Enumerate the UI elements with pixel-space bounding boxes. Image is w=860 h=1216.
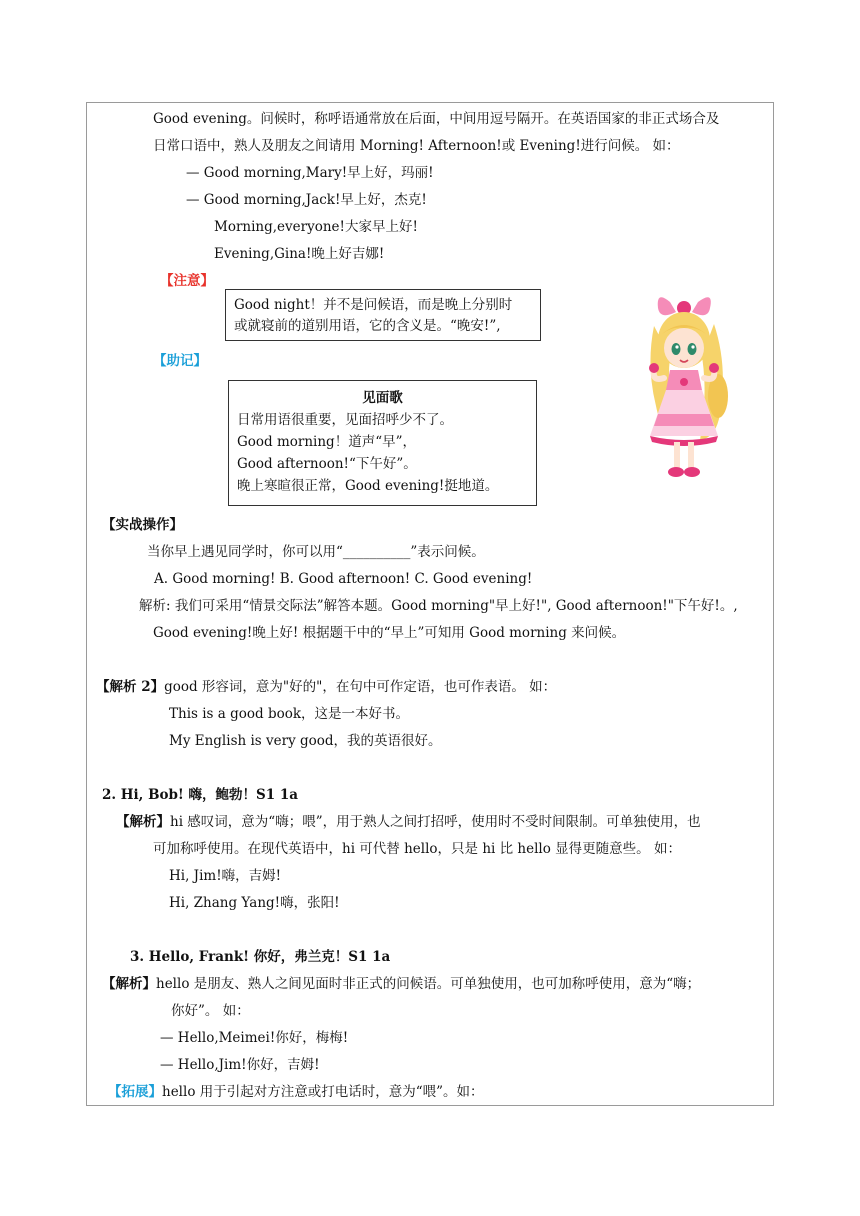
cartoon-girl-illustration [636,286,732,482]
item2-line-2: 可加称呼使用。在现代英语中，hi 可代替 hello，只是 hi 比 hello 显得更随意些。 如： [153,841,681,857]
analysis2-line [96,678,556,696]
intro-example-3: Morning,everyone!大家早上好! [214,219,418,235]
item3-heading: 3. Hello, Frank! 你好，弗兰克！S1 1a [130,949,391,965]
item2-line-1: hi 感叹词，意为“嗨；喂”，用于熟人之间打招呼，使用时不受时间限制。可单独使用，也 [170,814,701,830]
item2-tag: 【解析】 [116,814,170,830]
intro-line-1: Good evening。问候时，称呼语通常放在后面，中间用逗号隔开。在英语国家的非正式场合及 [153,111,720,127]
item3-tag: 【解析】 [102,976,156,992]
item3-line-1-row [102,975,700,993]
note-line-1: Good night！并不是问候语，而是晚上分别时 [234,297,513,313]
item3-example-1: — Hello,Meimei!你好，梅梅! [160,1030,349,1046]
analysis2-example-2: My English is very good，我的英语很好。 [169,733,442,749]
memo-line-2: Good morning！道声“早”， [237,434,417,450]
analysis2-text: good 形容词，意为"好的"，在句中可作定语，也可作表语。 如： [164,679,557,695]
practice-tag: 【实战操作】 [102,517,183,533]
item3-extension-tag: 【拓展】 [108,1084,162,1100]
intro-example-2: — Good morning,Jack!早上好，杰克! [186,192,427,208]
practice-question: 当你早上遇见同学时，你可以用“__________”表示问候。 [147,544,485,560]
memo-box [228,380,537,506]
memo-tag: 【助记】 [153,353,207,369]
item3-extension-row [108,1083,484,1101]
analysis2-tag: 【解析 2】 [96,679,165,695]
practice-analysis-1: 解析: 我们可采用“情景交际法”解答本题。Good morning"早上好!", Good afternoon!"下午好!。, [139,598,738,614]
item2-example-2: Hi, Zhang Yang!嗨，张阳! [169,895,340,911]
memo-title: 见面歌 [362,390,403,406]
practice-options: A. Good morning! B. Good afternoon! C. Good evening! [154,571,533,587]
analysis2-example-1: This is a good book，这是一本好书。 [169,706,410,722]
memo-line-4: 晚上寒暄很正常，Good evening!挺地道。 [237,478,499,494]
item2-example-1: Hi, Jim!嗨，吉姆! [169,868,282,884]
item3-extension-text: hello 用于引起对方注意或打电话时，意为“喂”。如： [162,1084,484,1100]
intro-example-4: Evening,Gina!晚上好吉娜! [214,246,385,262]
memo-line-3: Good afternoon!“下午好”。 [237,456,417,472]
item3-line-2: 你好”。 如： [171,1003,250,1019]
memo-line-1: 日常用语很重要，见面招呼少不了。 [237,412,453,428]
practice-analysis-2: Good evening!晚上好! 根据题干中的“早上”可知用 Good morning 来问候。 [153,625,626,641]
note-line-2: 或就寝前的道别用语，它的含义是。“晚安!”, [234,318,501,334]
item3-line-1: hello 是朋友、熟人之间见面时非正式的问候语。可单独使用，也可加称呼使用，意为“嗨； [156,976,701,992]
intro-line-2: 日常口语中，熟人及朋友之间请用 Morning! Afternoon!或 Evening!进行问候。 如： [153,138,680,154]
note-tag: 【注意】 [160,273,214,289]
item3-example-2: — Hello,Jim!你好，吉姆! [160,1057,320,1073]
intro-example-1: — Good morning,Mary!早上好，玛丽! [186,165,434,181]
note-box [225,289,541,341]
item2-heading: 2. Hi, Bob! 嗨，鲍勃！S1 1a [102,787,299,803]
item2-line-1-row [116,813,701,831]
